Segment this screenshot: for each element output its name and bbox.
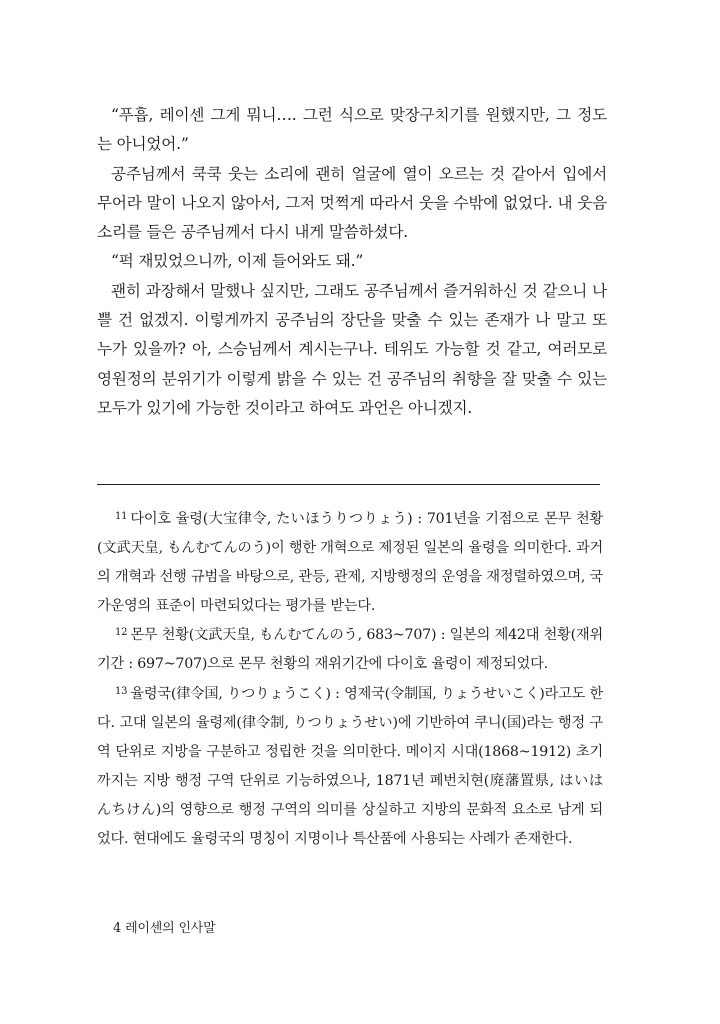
paragraph: “퍽 재밌었으니까, 이제 들어와도 돼.”: [111, 252, 364, 271]
paragraph: 공주님께서 쿡쿡 웃는 소리에 괜히 얼굴에 열이 오르는 것 같아서 입에서 무어라 말이 나오지 않아서, 그저 멋쩍게 따라서 웃을 수밖에 없었다. 내 웃음소리를 들은 공주님께서 다시 내게 말씀하셨다.: [97, 164, 607, 242]
footnote-divider: [97, 484, 600, 485]
page-footer: [113, 917, 220, 936]
main-text: [97, 101, 607, 423]
footnote-text: 율령국(律令国, りつりょうこく) : 영제국(令制国, りょうせいこく)라고도 한다. 고대 일본의 율령제(律令制, りつりょうせい)에 기반하여 쿠니(国)라는 행정 구역 단위로 지방을 구분하고 정립한 것을 의미한다. 메이지 시대(1868~1912) 초기까지는 지방 행정 구역 단위로 기능하였으나, 1871년 폐번치현(廃藩置県, はいはんちけん)의 영향으로 행정 구역의 의미를 상실하고 지방의 문화적 요소로 남게 되었다. 현대에도 율령국의 명칭이 지명이나 특산품에 사용되는 사례가 존재한다.: [97, 685, 603, 848]
footnote-text: 다이호 율령(大宝律令, たいほうりつりょう) : 701년을 기점으로 몬무 천황(文武天皇, もんむてんのう)이 행한 개혁으로 제정된 일본의 율령을 의미한다. 과거의 개혁과 선행 규범을 바탕으로, 관등, 관제, 지방행정의 운영을 재정렬하였으며, 국가운영의 표준이 마련되었다는 평가를 받는다.: [97, 511, 604, 615]
footnote-number: 13: [115, 685, 128, 697]
footnote-number: 12: [115, 627, 128, 639]
running-title: 레이센의 인사말: [125, 921, 216, 936]
footnote: [97, 505, 603, 621]
page-number: 4: [113, 921, 122, 936]
footnote-number: 11: [115, 511, 128, 522]
paragraph: 괜히 과장해서 말했나 싶지만, 그래도 공주님께서 즐거워하신 것 같으니 나쁠 건 없겠지. 이렇게까지 공주님의 장단을 맞출 수 있는 존재가 나 말고 또 누가 있을까? 아, 스승님께서 계시는구나. 테위도 가능할 것 같고, 여러모로 영원정의 분위기가 이렇게 밝을 수 있는 건 공주님의 취향을 잘 맞출 수 있는 모두가 있기에 가능한 것이라고 하여도 과언은 아니겠지.: [97, 281, 607, 417]
footnote: [97, 680, 603, 855]
footnotes: [97, 505, 603, 854]
footnote-text: 몬무 천황(文武天皇, もんむてんのう, 683~707) : 일본의 제42대 천황(재위기간 : 697~707)으로 몬무 천황의 재위기간에 다이호 율령이 제정되었다.: [97, 627, 603, 673]
footnote: [97, 621, 603, 679]
paragraph: “푸흡, 레이센 그게 뭐니…. 그런 식으로 맞장구치기를 원했지만, 그 정도는 아니었어.”: [97, 106, 607, 154]
